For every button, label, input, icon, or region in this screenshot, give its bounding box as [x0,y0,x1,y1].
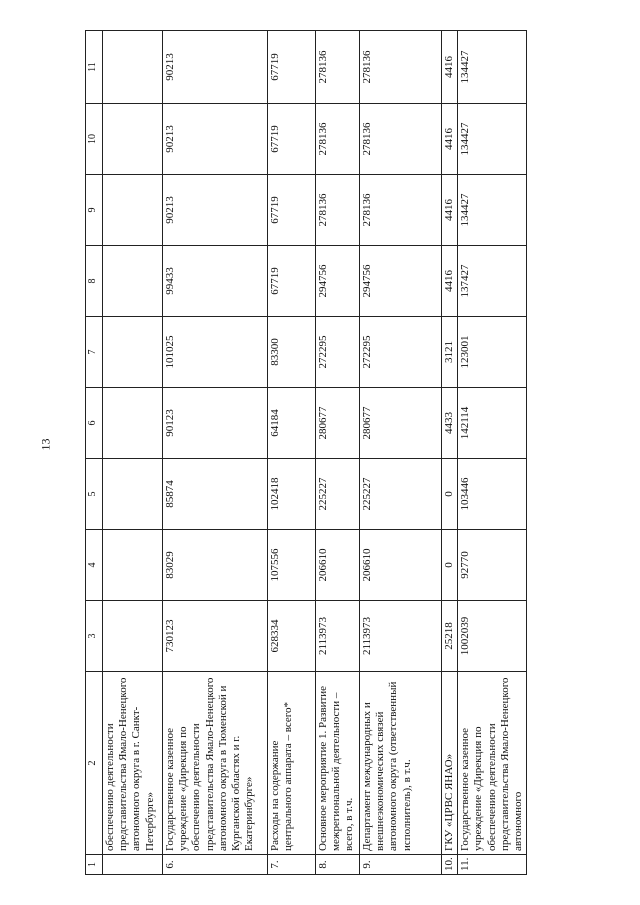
header-cell: 3 [86,601,103,672]
value-cell: 99433 [163,246,268,317]
value-cell: 67719 [268,246,316,317]
value-cell [103,601,163,672]
row-index: 7. [268,855,316,875]
table-row [268,31,316,875]
value-cell: 90123 [163,388,268,459]
value-cell: 225227 [360,459,442,530]
value-cell: 67719 [268,175,316,246]
row-name: Государственное казенное учреждение «Дирекция по обеспечению деятельности представительства Ямало-Ненецкого автономного [458,672,527,855]
header-cell: 9 [86,175,103,246]
header-cell: 8 [86,246,103,317]
value-cell: 142114 [458,388,527,459]
page-number: 13 [38,438,53,451]
value-cell: 85874 [163,459,268,530]
value-cell: 92770 [458,530,527,601]
table-container [85,30,524,875]
value-cell: 3121 [442,317,458,388]
header-row [86,31,103,875]
value-cell: 278136 [360,175,442,246]
value-cell: 1002039 [458,601,527,672]
value-cell: 107556 [268,530,316,601]
value-cell: 4416 [442,31,458,104]
value-cell: 278136 [360,31,442,104]
budget-table [85,30,527,875]
value-cell: 4433 [442,388,458,459]
value-cell: 628334 [268,601,316,672]
header-cell: 2 [86,672,103,855]
header-cell: 11 [86,31,103,104]
value-cell: 272295 [316,317,360,388]
row-name: ГКУ «ЦРВС ЯНАО» [442,672,458,855]
value-cell: 278136 [360,104,442,175]
value-cell: 102418 [268,459,316,530]
value-cell: 134427 [458,104,527,175]
table-row [458,31,527,875]
value-cell: 272295 [360,317,442,388]
value-cell: 83300 [268,317,316,388]
value-cell: 83029 [163,530,268,601]
row-name: Государственное казенное учреждение «Дирекция по обеспечению деятельности представительства Ямало-Ненецкого автономного округа в Тюменской и Курганской областях и г. Екатеринбурге» [163,672,268,855]
row-index: 10. [442,855,458,875]
value-cell: 101025 [163,317,268,388]
value-cell: 278136 [316,175,360,246]
value-cell: 123001 [458,317,527,388]
value-cell: 280677 [316,388,360,459]
value-cell: 134427 [458,175,527,246]
table-row [442,31,458,875]
value-cell: 4416 [442,175,458,246]
row-index: 11. [458,855,527,875]
header-cell: 10 [86,104,103,175]
value-cell: 67719 [268,31,316,104]
value-cell: 206610 [316,530,360,601]
header-cell: 4 [86,530,103,601]
header-cell: 1 [86,855,103,875]
value-cell [103,530,163,601]
row-index: 6. [163,855,268,875]
value-cell: 294756 [360,246,442,317]
value-cell: 2113973 [316,601,360,672]
value-cell [103,459,163,530]
value-cell: 206610 [360,530,442,601]
value-cell: 4416 [442,246,458,317]
header-cell: 5 [86,459,103,530]
row-index: 9. [360,855,442,875]
value-cell: 0 [442,459,458,530]
value-cell: 137427 [458,246,527,317]
row-name: Расходы на содержание центрального аппарата – всего* [268,672,316,855]
table-row [316,31,360,875]
value-cell: 0 [442,530,458,601]
value-cell: 25218 [442,601,458,672]
value-cell: 294756 [316,246,360,317]
value-cell: 90213 [163,104,268,175]
row-name: Основное мероприятие 1. Развитие межрегиональной деятельности – всего, в т.ч. [316,672,360,855]
rotated-table-frame [85,30,524,875]
value-cell: 278136 [316,31,360,104]
value-cell [103,175,163,246]
header-cell: 6 [86,388,103,459]
value-cell: 134427 [458,31,527,104]
value-cell [103,31,163,104]
value-cell: 64184 [268,388,316,459]
row-index: 8. [316,855,360,875]
table-row [360,31,442,875]
value-cell: 90213 [163,31,268,104]
value-cell [103,246,163,317]
value-cell [103,317,163,388]
row-name: обеспечению деятельности представительства Ямало-Ненецкого автономного округа в г. Санкт-Петербурге» [103,672,163,855]
value-cell: 67719 [268,104,316,175]
table-row [163,31,268,875]
value-cell [103,104,163,175]
value-cell: 4416 [442,104,458,175]
header-cell: 7 [86,317,103,388]
table-row [103,31,163,875]
value-cell: 280677 [360,388,442,459]
row-name: Департамент международных и внешнеэкономических связей автономного округа (ответственный исполнитель), в т.ч. [360,672,442,855]
value-cell: 2113973 [360,601,442,672]
value-cell [103,388,163,459]
value-cell: 225227 [316,459,360,530]
value-cell: 730123 [163,601,268,672]
value-cell: 90213 [163,175,268,246]
value-cell: 278136 [316,104,360,175]
row-index [103,855,163,875]
value-cell: 103446 [458,459,527,530]
